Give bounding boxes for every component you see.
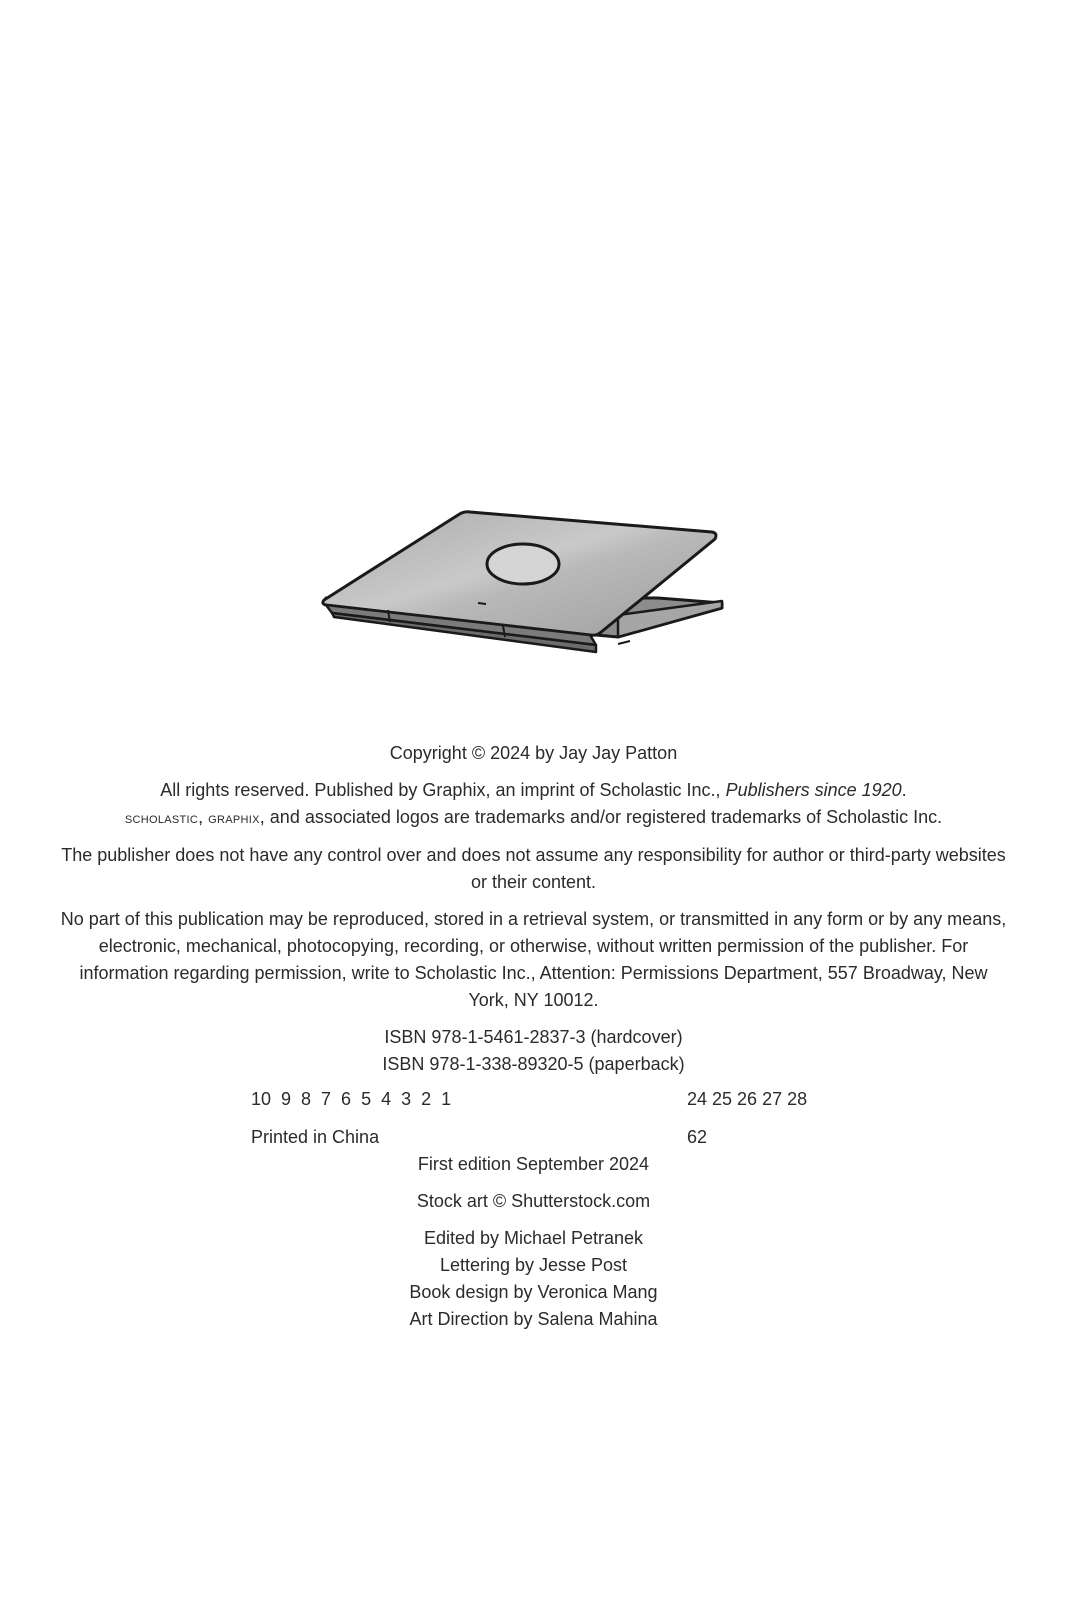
plant-code: 62 [687, 1127, 708, 1147]
editor-credit: Edited by Michael Petranek [423, 1228, 644, 1248]
permission-notice: No part of this publication may be reproduced, stored in a retrieval system, or transmitted in any form or by any means, electronic, mechanical, photocopying, recording, or otherwise, without written permission of the publisher. For information regarding permission, write to Scholastic Inc., Attention: Permissions Department, 557 Broadway, New York, NY 10012. [60, 909, 1007, 1010]
rights-line: All rights reserved. Published by Graphix, an imprint of Scholastic Inc., Publishers since 1920. [160, 780, 907, 800]
isbn-hardcover: ISBN 978-1-5461-2837-3 (hardcover) [384, 1027, 683, 1047]
stock-art-credit: Stock art © Shutterstock.com [416, 1191, 651, 1211]
lettering-credit: Lettering by Jesse Post [439, 1255, 628, 1275]
credits-block [60, 1225, 1007, 1333]
trademark-scholastic: scholastic [124, 810, 199, 827]
first-edition: First edition September 2024 [417, 1154, 650, 1174]
isbn-paperback: ISBN 978-1-338-89320-5 (paperback) [382, 1054, 685, 1074]
trademark-line: scholastic, graphix, and associated logos are trademarks and/or registered trademarks of Scholastic Inc. [124, 807, 943, 827]
publishers-since-text: Publishers since 1920 [725, 780, 902, 800]
isbn-block [60, 1024, 1007, 1078]
trademark-graphix: graphix [208, 810, 260, 827]
printed-in: Printed in China [251, 1127, 380, 1147]
art-direction-credit: Art Direction by Salena Mahina [409, 1309, 658, 1329]
copyright-line: Copyright © 2024 by Jay Jay Patton [389, 743, 678, 763]
publisher-disclaimer: The publisher does not have any control over and does not assume any responsibility for author or third-party websites or their content. [61, 845, 1006, 892]
printing-number-line: 10 9 8 7 6 5 4 3 2 1 [251, 1089, 452, 1109]
printing-years: 24 25 26 27 28 [687, 1089, 808, 1109]
rights-and-trademarks [60, 777, 1007, 832]
closed-laptop-icon [318, 505, 733, 670]
copyright-block [60, 740, 1007, 1088]
design-credit: Book design by Veronica Mang [409, 1282, 658, 1302]
